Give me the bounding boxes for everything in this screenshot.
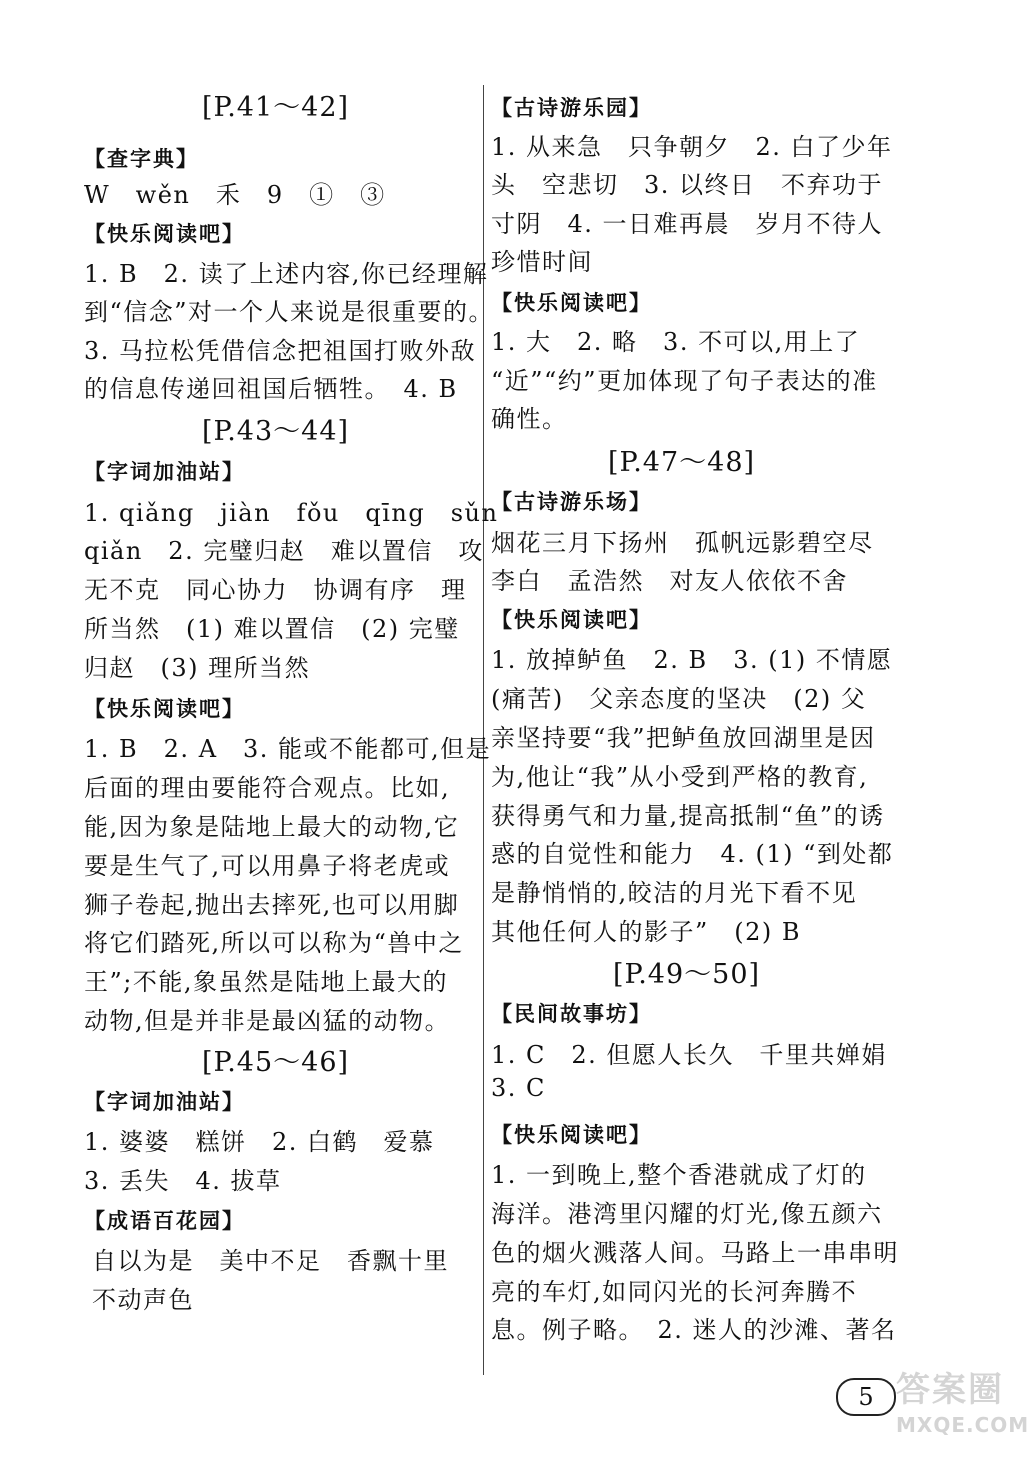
answer-line: 王”;不能,象虽然是陆地上最大的 [84, 968, 448, 996]
answer-line: 1. B 2. A 3. 能或不能都可,但是 [84, 735, 492, 763]
answer-line: 动物,但是并非是最凶猛的动物。 [84, 1007, 451, 1035]
answer-line: 将它们踏死,所以可以称为“兽中之 [84, 929, 464, 957]
answer-line: 归赵 (3) 理所当然 [84, 654, 311, 682]
answer-line: W wěn 禾 9 ① ③ [84, 181, 386, 209]
answer-line: (痛苦) 父亲态度的坚决 (2) 父 [491, 685, 867, 713]
answer-line: 是静悄悄的,皎洁的月光下看不见 [491, 879, 858, 907]
answer-line: 息。例子略。 2. 迷人的沙滩、著名 [491, 1316, 897, 1344]
answer-line: 3. 丢失 4. 拔草 [84, 1167, 282, 1195]
answer-line: 1. 大 2. 略 3. 不可以,用上了 [491, 328, 861, 356]
section-title: 【古诗游乐园】 [491, 96, 652, 120]
answer-line: 1. 从来急 只争朝夕 2. 白了少年 [491, 133, 893, 161]
section-title: 【快乐阅读吧】 [491, 1123, 652, 1147]
answer-line: 海洋。港湾里闪耀的灯光,像五颜六 [491, 1200, 883, 1228]
section-title: 【字词加油站】 [84, 460, 245, 484]
watermark-url: MXQE.COM [896, 1413, 1029, 1437]
answer-line: 1. C 2. 但愿人长久 千里共婵娟 [491, 1041, 887, 1069]
answer-line: 亮的车灯,如同闪光的长河奔腾不 [491, 1278, 858, 1306]
section-title: 【快乐阅读吧】 [491, 608, 652, 632]
section-title: 【快乐阅读吧】 [491, 291, 652, 315]
answer-line: 1. 放掉鲈鱼 2. B 3. (1) 不情愿 [491, 646, 893, 674]
answer-line: 惑的自觉性和能力 4. (1) “到处都 [491, 840, 894, 868]
answer-line: 其他任何人的影子” (2) B [491, 918, 802, 946]
section-title: 【古诗游乐场】 [491, 490, 652, 514]
page-range-heading: [P.43～44] [202, 416, 350, 447]
answer-line: 3. C [491, 1074, 546, 1102]
answer-line: 狮子卷起,抛出去摔死,也可以用脚 [84, 891, 460, 919]
answer-line: 的信息传递回祖国后牺牲。 4. B [84, 375, 458, 403]
answer-line: 1. B 2. 读了上述内容,你已经理解 [84, 260, 489, 288]
answer-line: 色的烟火溅落人间。马路上一串串明 [491, 1239, 899, 1267]
answer-line: “近”“约”更加体现了句子表达的准 [491, 367, 878, 395]
answer-line: 为,他让“我”从小受到严格的教育, [491, 763, 869, 791]
answer-line: qiǎn 2. 完璧归赵 难以置信 攻 [84, 537, 484, 565]
answer-line: 3. 马拉松凭借信念把祖国打败外敌 [84, 337, 477, 365]
answer-line: 要是生气了,可以用鼻子将老虎或 [84, 852, 451, 880]
section-title: 【成语百花园】 [84, 1209, 245, 1233]
answer-line: 能,因为象是陆地上最大的动物,它 [84, 813, 460, 841]
answer-line: 后面的理由要能符合观点。比如, [84, 774, 451, 802]
answer-line: 不动声色 [92, 1286, 194, 1314]
answer-line: 无不克 同心协力 协调有序 理 [84, 576, 467, 604]
answer-line: 确性。 [491, 405, 568, 433]
answer-line: 李白 孟浩然 对友人依依不舍 [491, 567, 848, 595]
watermark-logo: 答案圈 [896, 1370, 1004, 1410]
page-range-heading: [P.49～50] [613, 959, 761, 990]
section-title: 【查字典】 [84, 147, 199, 171]
page-range-heading: [P.41～42] [202, 92, 350, 123]
answer-line: 所当然 (1) 难以置信 (2) 完璧 [84, 615, 460, 643]
section-title: 【民间故事坊】 [491, 1002, 652, 1026]
section-title: 【字词加油站】 [84, 1090, 245, 1114]
section-title: 【快乐阅读吧】 [84, 697, 245, 721]
answer-line: 1. 一到晚上,整个香港就成了灯的 [491, 1161, 867, 1189]
answer-line: 珍惜时间 [491, 248, 593, 276]
answer-line: 亲坚持要“我”把鲈鱼放回湖里是因 [491, 724, 876, 752]
answer-line: 烟花三月下扬州 孤帆远影碧空尽 [491, 529, 874, 557]
answer-line: 获得勇气和力量,提高抵制“鱼”的诱 [491, 802, 885, 830]
watermark [896, 1362, 1029, 1437]
page-number: 5 [836, 1378, 896, 1416]
answer-line: 1. qiǎng jiàn fǒu qīng sǔn [84, 499, 499, 527]
section-title: 【快乐阅读吧】 [84, 222, 245, 246]
answer-line: 1. 婆婆 糕饼 2. 白鹤 爱慕 [84, 1128, 435, 1156]
answer-line: 头 空悲切 3. 以终日 不弃功于 [491, 171, 884, 199]
answer-line: 寸阴 4. 一日难再晨 岁月不待人 [491, 210, 884, 238]
page-range-heading: [P.45～46] [202, 1047, 350, 1078]
answer-line: 自以为是 美中不足 香飘十里 [92, 1247, 449, 1275]
page-range-heading: [P.47～48] [608, 447, 756, 478]
answer-line: 到“信念”对一个人来说是很重要的。 [84, 298, 495, 326]
